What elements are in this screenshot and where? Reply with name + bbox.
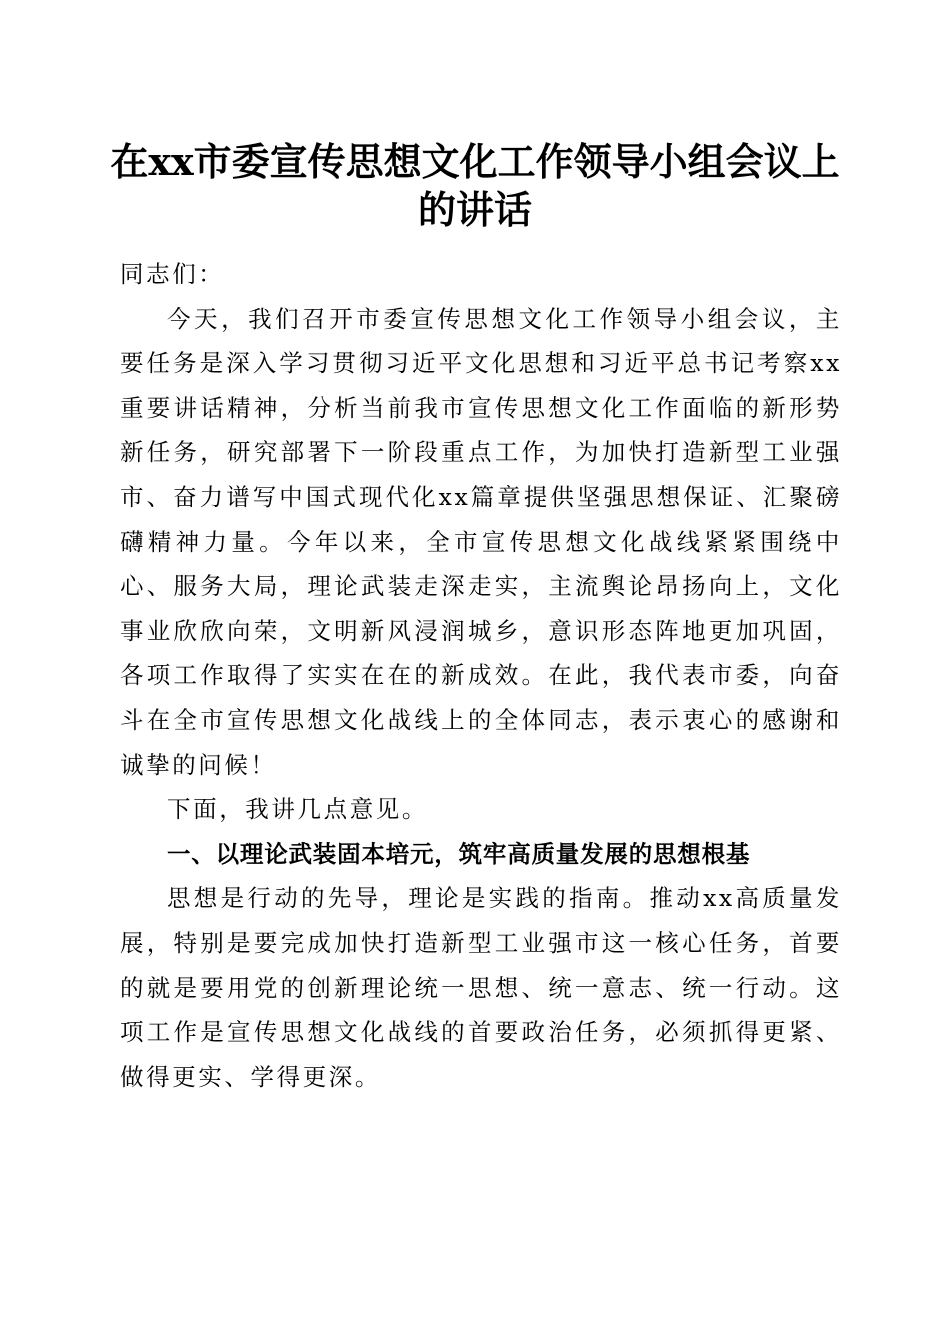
salutation: 同志们： (120, 260, 225, 288)
paragraph-opening: 今天，我们召开市委宣传思想文化工作领导小组会议，主要任务是深入学习贯彻习近平文化思想和习近平总书记考察xx重要讲话精神，分析当前我市宣传思想文化工作面临的新形势新任务，研究部署下一阶段重点工作，为加快打造新型工业强市、奋力谱写中国式现代化xx篇章提供坚强思想保证、汇聚磅礴精神力量。今年以来，全市宣传思想文化战线紧紧围绕中心、服务大局，理论武装走深走实，主流舆论昂扬向上，文化事业欣欣向荣，文明新风浸润城乡，意识形态阵地更加巩固，各项工作取得了实实在在的新成效。在此，我代表市委，向奋斗在全市宣传思想文化战线上的全体同志，表示衷心的感谢和诚挚的问候！ (120, 304, 842, 779)
paragraph-transition: 下面，我讲几点意见。 (167, 795, 428, 824)
section-heading: 一、以理论武装固本培元，筑牢高质量发展的思想根基 (167, 839, 751, 868)
document-body (120, 252, 842, 1099)
document-title: 在xx市委宣传思想文化工作领导小组会议上的讲话 (110, 139, 840, 232)
paragraph-section-one: 思想是行动的先导，理论是实践的指南。推动xx高质量发展，特别是要完成加快打造新型工业强市这一核心任务，首要的就是要用党的创新理论统一思想、统一意志、统一行动。这项工作是宣传思想文化战线的首要政治任务，必须抓得更紧、做得更实、学得更深。 (120, 884, 842, 1091)
